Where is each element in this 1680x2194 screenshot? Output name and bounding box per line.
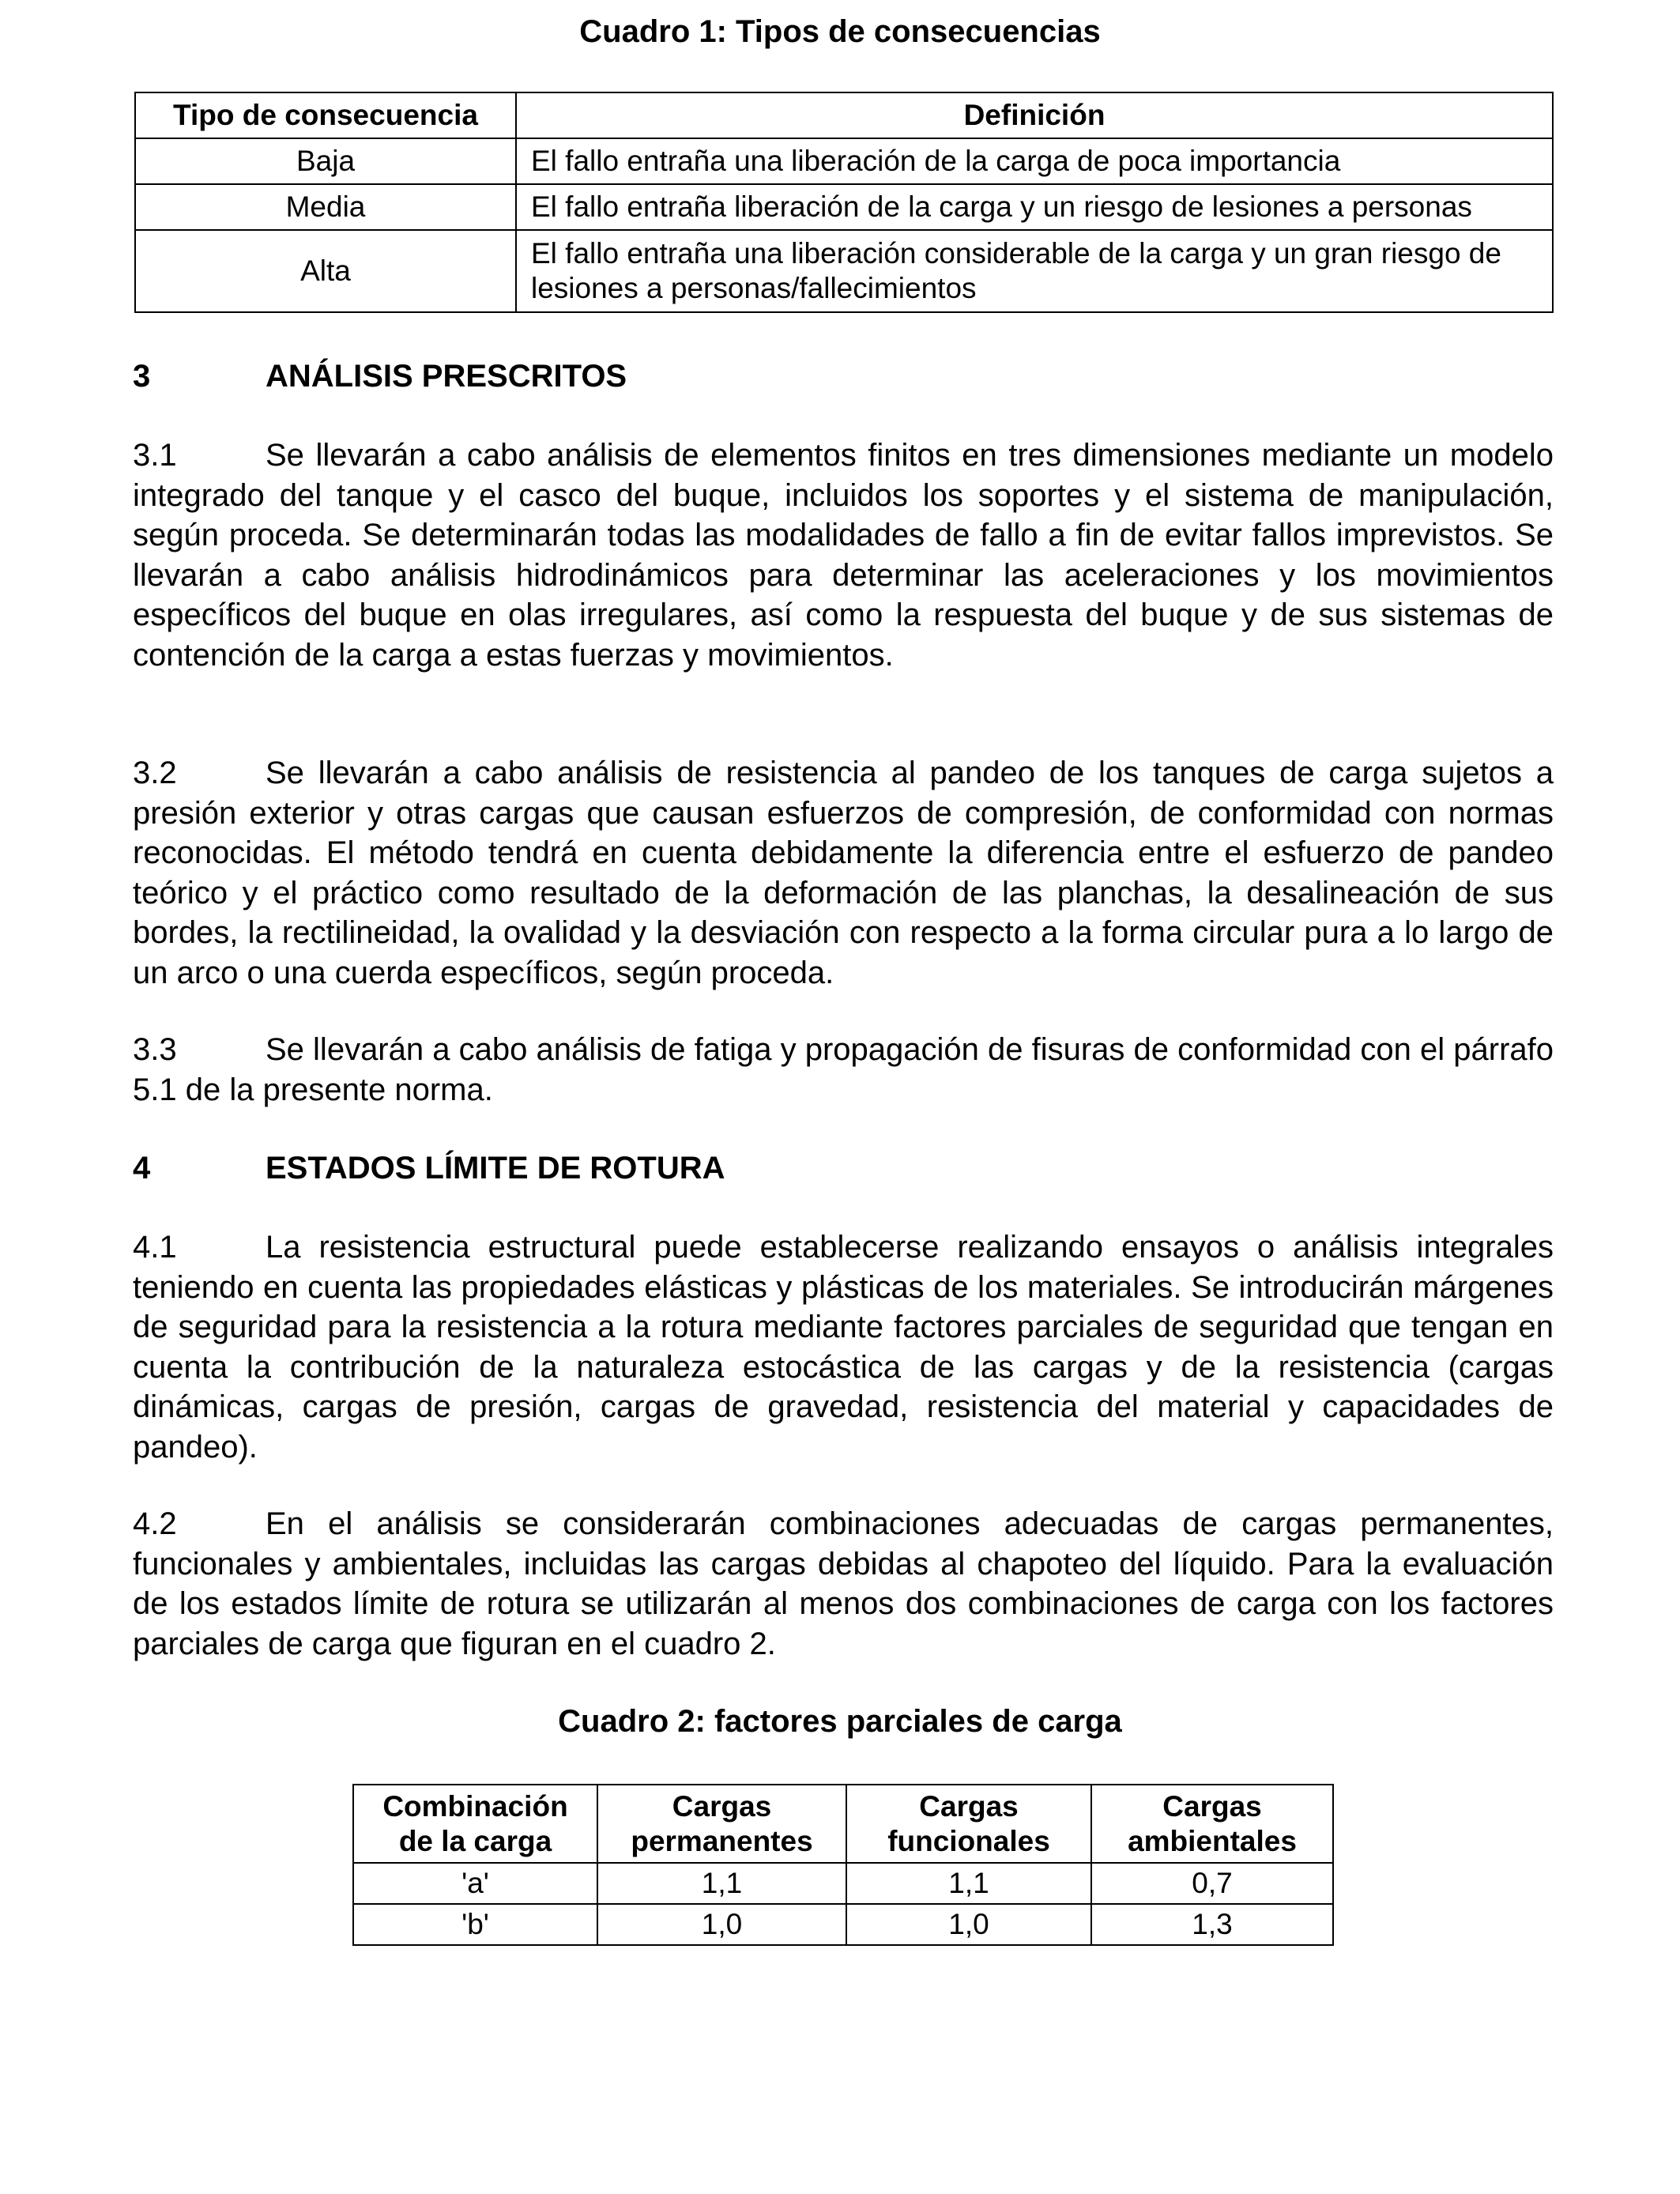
section-heading bbox=[133, 1149, 725, 1187]
paragraph-text: En el análisis se considerarán combinaciones adecuadas de cargas permanentes, funcionales y ambientales, incluidas las cargas debidas al chapoteo del líquido. Para la evaluación de los estados límite de rotura se utilizarán al menos dos combinaciones de carga con los factores parciales de carga que figuran en el cuadro 2. bbox=[133, 1506, 1554, 1661]
table1-caption: Cuadro 1: Tipos de consecuencias bbox=[579, 14, 1101, 49]
column-header-permanent-loads: Cargas permanentes bbox=[597, 1785, 846, 1863]
column-header-combination: Combinación de la carga bbox=[353, 1785, 597, 1863]
cell-definition: El fallo entraña una liberación de la carga de poca importancia bbox=[516, 138, 1553, 184]
section-title: ESTADOS LÍMITE DE ROTURA bbox=[266, 1151, 725, 1186]
table-row bbox=[353, 1863, 1333, 1904]
paragraph-text: La resistencia estructural puede establecerse realizando ensayos o análisis integrales teniendo en cuenta las propiedades elásticas y plásticas de los materiales. Se introducirán márgenes de seguridad para la resistencia a la rotura mediante factores parciales de seguridad que tengan en cuenta la contribución de la naturaleza estocástica de las cargas y de la resistencia (cargas dinámicas, cargas de presión, cargas de gravedad, resistencia del material y capacidades de pandeo). bbox=[133, 1230, 1554, 1465]
paragraph-number: 4.2 bbox=[133, 1506, 177, 1541]
column-header-definition: Definición bbox=[516, 92, 1553, 138]
section-number: 4 bbox=[133, 1151, 151, 1186]
section-number: 3 bbox=[133, 359, 151, 394]
paragraph-number: 3.1 bbox=[133, 438, 177, 473]
paragraph-text: Se llevarán a cabo análisis de elementos finitos en tres dimensiones mediante un modelo integrado del tanque y el casco del buque, incluidos los soportes y el sistema de manipulación, según proceda. Se determinarán todas las modalidades de fallo a fin de evitar fallos imprevistos. Se llevarán a cabo análisis hidrodinámicos para determinar las aceleraciones y los movimientos específicos del buque en olas irregulares, así como la respuesta del buque y de sus sistemas de contención de la carga a estas fuerzas y movimientos. bbox=[133, 438, 1554, 673]
table-row bbox=[135, 138, 1553, 184]
paragraph bbox=[133, 1227, 1554, 1468]
cell-environmental: 0,7 bbox=[1091, 1863, 1333, 1904]
column-header-type: Tipo de consecuencia bbox=[135, 92, 516, 138]
cell-functional: 1,1 bbox=[846, 1863, 1091, 1904]
section-heading bbox=[133, 357, 627, 395]
paragraph-number: 3.3 bbox=[133, 1032, 177, 1067]
cell-definition: El fallo entraña una liberación considerable de la carga y un gran riesgo de lesiones a personas/fallecimientos bbox=[516, 230, 1553, 312]
cell-type: Baja bbox=[135, 138, 516, 184]
table-header-row bbox=[135, 92, 1553, 138]
load-factors-table bbox=[352, 1784, 1334, 1946]
cell-functional: 1,0 bbox=[846, 1904, 1091, 1945]
paragraph bbox=[133, 435, 1554, 676]
table-row bbox=[353, 1904, 1333, 1945]
section-title: ANÁLISIS PRESCRITOS bbox=[266, 359, 627, 394]
table-header-row bbox=[353, 1785, 1333, 1863]
paragraph bbox=[133, 753, 1554, 993]
cell-combination: 'a' bbox=[353, 1863, 597, 1904]
cell-type: Alta bbox=[135, 230, 516, 312]
table-row bbox=[135, 230, 1553, 312]
cell-type: Media bbox=[135, 184, 516, 230]
cell-definition: El fallo entraña liberación de la carga y un riesgo de lesiones a personas bbox=[516, 184, 1553, 230]
column-header-functional-loads: Cargas funcionales bbox=[846, 1785, 1091, 1863]
paragraph-number: 4.1 bbox=[133, 1230, 177, 1265]
cell-permanent: 1,1 bbox=[597, 1863, 846, 1904]
table2-caption: Cuadro 2: factores parciales de carga bbox=[558, 1704, 1122, 1739]
paragraph bbox=[133, 1030, 1554, 1110]
paragraph-number: 3.2 bbox=[133, 756, 177, 790]
cell-permanent: 1,0 bbox=[597, 1904, 846, 1945]
paragraph-text: Se llevarán a cabo análisis de resistencia al pandeo de los tanques de carga sujetos a presión exterior y otras cargas que causan esfuerzos de compresión, de conformidad con normas reconocidas. El método tendrá en cuenta debidamente la diferencia entre el esfuerzo de pandeo teórico y el práctico como resultado de la deformación de las planchas, la desalineación de sus bordes, la rectilineidad, la ovalidad y la desviación con respecto a la forma circular pura a lo largo de un arco o una cuerda específicos, según proceda. bbox=[133, 756, 1554, 990]
cell-environmental: 1,3 bbox=[1091, 1904, 1333, 1945]
cell-combination: 'b' bbox=[353, 1904, 597, 1945]
consequence-types-table bbox=[134, 92, 1554, 313]
paragraph bbox=[133, 1504, 1554, 1664]
column-header-environmental-loads: Cargas ambientales bbox=[1091, 1785, 1333, 1863]
paragraph-text: Se llevarán a cabo análisis de fatiga y propagación de fisuras de conformidad con el párrafo 5.1 de la presente norma. bbox=[133, 1032, 1554, 1107]
table-row bbox=[135, 184, 1553, 230]
